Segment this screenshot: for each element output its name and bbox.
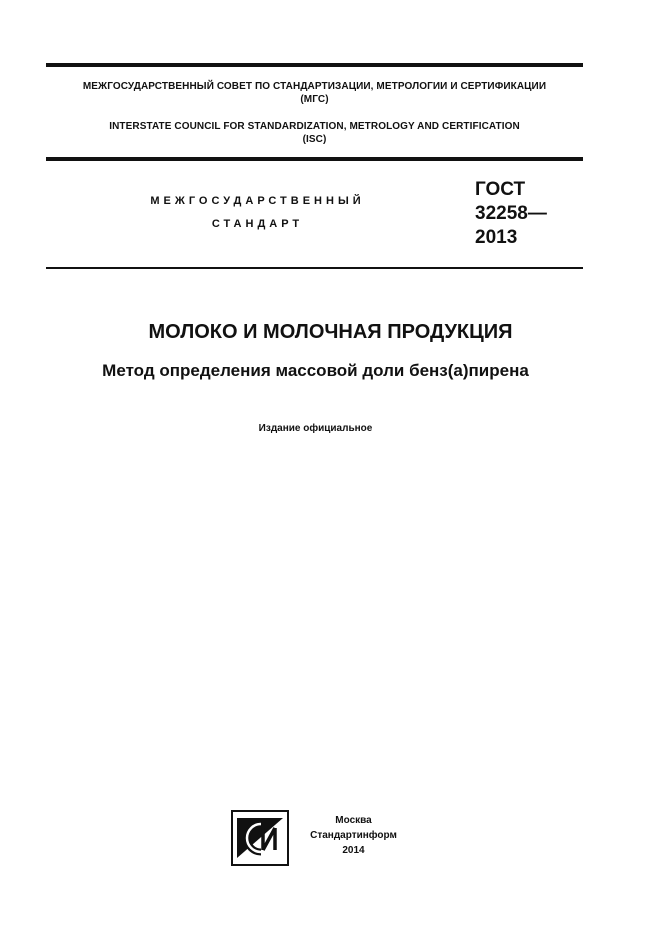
council-name-ru bbox=[46, 80, 583, 106]
publication-year: 2014 bbox=[342, 845, 365, 856]
top-rule bbox=[46, 63, 583, 67]
designation-year: 2013 bbox=[475, 227, 518, 248]
council-abbr-ru: (МГС) bbox=[300, 94, 329, 105]
bottom-rule bbox=[46, 267, 583, 269]
document-subtitle: Метод определения массовой доли бенз(а)пирена bbox=[102, 361, 529, 380]
council-name-en-text: INTERSTATE COUNCIL FOR STANDARDIZATION, METROLOGY AND CERTIFICATION bbox=[109, 121, 520, 132]
edition-note: Издание официальное bbox=[258, 423, 373, 434]
standard-type-line1: МЕЖГОСУДАРСТВЕННЫЙ bbox=[150, 195, 365, 207]
council-name-en bbox=[46, 120, 583, 146]
publisher-city: Москва bbox=[335, 815, 372, 826]
council-name-ru-text: МЕЖГОСУДАРСТВЕННЫЙ СОВЕТ ПО СТАНДАРТИЗАЦИИ, МЕТРОЛОГИИ И СЕРТИФИКАЦИИ bbox=[82, 81, 547, 92]
council-abbr-en: (ISC) bbox=[302, 134, 327, 145]
publisher-name: Стандартинформ bbox=[310, 830, 397, 841]
standartinform-logo-icon bbox=[231, 810, 289, 866]
middle-rule bbox=[46, 157, 583, 161]
standard-type-line2: СТАНДАРТ bbox=[211, 218, 304, 230]
publisher-imprint bbox=[296, 813, 411, 858]
designation-number: 32258— bbox=[475, 203, 547, 224]
standard-designation bbox=[475, 178, 547, 250]
document-title: МОЛОКО И МОЛОЧНАЯ ПРОДУКЦИЯ bbox=[148, 321, 513, 343]
designation-prefix: ГОСТ bbox=[475, 179, 526, 200]
